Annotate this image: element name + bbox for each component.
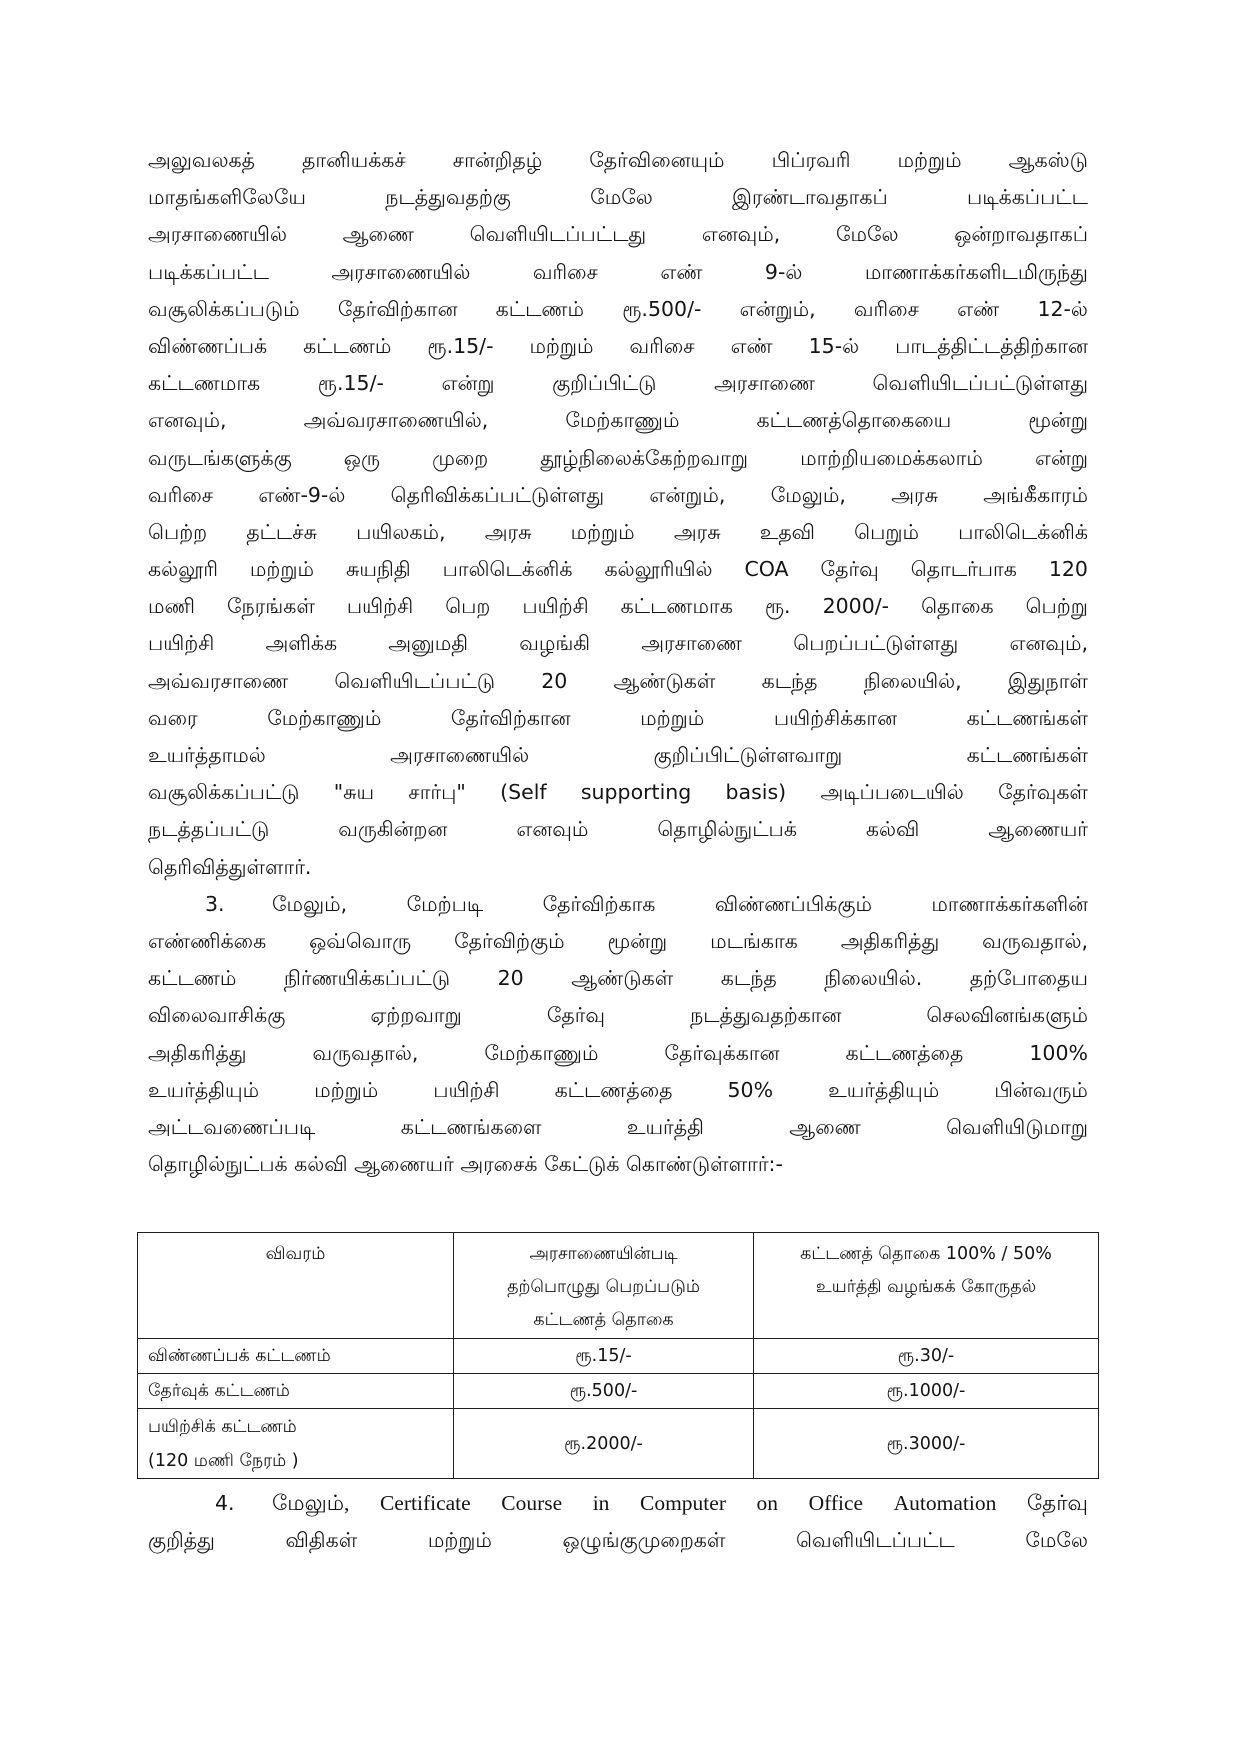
header-line: அரசாணையின்படி [529,1244,678,1264]
word: 9-ல் [764,259,803,284]
word: கல்வி [865,817,920,842]
word: 120 [1048,557,1088,582]
header-current-fee [454,1233,754,1339]
word: பாலிடெக்னிக் [958,519,1088,544]
word: பெறப்பட்டுள்ளது [793,631,959,656]
word: மேலே [1025,1528,1088,1553]
paragraph-4-number: 4. [215,1491,235,1515]
main-text-block [148,142,1088,1183]
word: வருகின்றன [338,817,448,842]
word: மற்றும் [640,705,705,730]
continued-paragraph-line [148,402,1088,439]
word: வசூலிக்கப்பட்டு [148,780,300,805]
word: இரண்டாவதாகப் [732,185,888,210]
fee-item-label: தேர்வுக் கட்டணம் [148,1381,290,1401]
word: தேர்வு [546,1003,606,1028]
word: ஒன்றாவதாகப் [954,222,1088,247]
word: இதுநாள் [1007,668,1088,693]
paragraph-3-number: 3. [205,891,225,916]
word: செலவினங்களும் [926,1003,1088,1028]
word: அரசாணையில் [148,222,287,247]
word: வருடங்களுக்கு [148,445,292,470]
paragraph-4-line [148,1522,1088,1559]
word: பயிலகம், [356,519,446,544]
word: மற்றும் [249,557,315,582]
word: அட்டவணைப்படி [148,1114,316,1139]
word: என்றும், [649,482,726,507]
word: கட்டணங்கள் [966,705,1088,730]
continued-paragraph-line [148,365,1088,402]
word: (Self [500,780,547,805]
word: அடிப்படையில் [820,780,964,805]
continued-paragraph-last-line: தெரிவித்துள்ளார். [148,854,312,879]
word: சார்பு" [408,780,466,805]
word: ஒழுங்குமுறைகள் [562,1528,726,1553]
paragraph-3-line [148,997,1088,1034]
word: வழங்கி [519,631,591,656]
word: வரிசை [853,296,919,321]
word: எனவும், [1009,631,1088,656]
word: on [756,1491,779,1515]
word: 2000/- [822,594,890,619]
word: மேற்காணும் [267,705,382,730]
word: தொகை [921,594,994,619]
word: வருவதால், [312,1040,419,1065]
word: மற்றும் [570,519,635,544]
word: மாதங்களிலேயே [148,185,306,210]
word: தட்டச்சு [246,519,317,544]
word: மணி [148,594,195,619]
word: தேர்வுகள் [998,780,1088,805]
word: மாணாக்கர்களிடமிருந்து [864,259,1088,284]
continued-paragraph-line [148,737,1088,774]
proposed-fee-value: ரூ.1000/- [886,1381,966,1401]
word: அனுமதி [388,631,469,656]
word: பின்வரும் [994,1077,1088,1102]
word: வெளியிடப்பட்டுள்ளது [872,371,1088,396]
word: ஆணை [342,222,415,247]
word: தேர்வு [1026,1491,1088,1515]
word: அரசாணை [641,631,743,656]
continued-paragraph-line [148,551,1088,588]
current-fee-cell [454,1374,754,1409]
word: பயிற்சிக்கான [773,705,897,730]
word: பாடத்திட்டத்திற்கான [895,333,1088,358]
word: நடத்துவதற்கு [385,185,511,210]
continued-paragraph-line [148,663,1088,700]
table-row [138,1339,1099,1374]
word: கட்டணங்கள் [966,743,1088,767]
paragraph-3-first-line [148,886,1088,923]
proposed-fee-cell [754,1409,1099,1479]
word: தேர்விற்கான [337,296,458,321]
header-line: கட்டணத் தொகை [533,1310,674,1330]
word: விண்ணப்பிக்கும் [714,891,872,916]
word: மேற்காணும் [565,408,680,433]
word: மற்றும் [427,1528,492,1553]
proposed-fee-cell [754,1339,1099,1374]
word: கட்டணம் [148,966,237,991]
word: தேர்வினையும் [589,148,725,172]
word: கல்லூரி [148,557,218,582]
word: அரசு [484,519,532,544]
header-line: விவரம் [265,1244,326,1264]
paragraph-4-line [272,1485,1088,1522]
word: குறித்து [148,1528,215,1553]
word: மாற்றியமைக்கலாம் [800,445,983,470]
word: எனவும், [148,408,227,433]
word: தேர்விற்கும் [454,928,565,953]
word: உயர்த்தாமல் [148,743,266,767]
word: மேலும், [272,1491,350,1515]
continued-paragraph-line [148,514,1088,551]
current-fee-value: ரூ.500/- [569,1381,638,1401]
word: நிலையில், [863,668,962,693]
word: உயர்த்தியும் [828,1077,940,1102]
word: முறை [432,445,489,470]
word: தேர்விற்கான [450,705,571,730]
fee-item-cell [138,1339,454,1374]
fee-item-note: (120 மணி நேரம் ) [148,1450,299,1471]
word: உதவி [759,519,815,544]
word: 15-ல் [808,333,860,358]
word: ஒவ்வொரு [309,928,412,953]
word: வெளியிடப்பட்டு [334,668,496,693]
word: கட்டணம் [303,333,392,358]
word: Office [808,1491,864,1515]
word: மற்றும் [314,1077,379,1102]
word: அரசாணையில் [331,259,471,284]
word: சுயநிதி [345,557,411,582]
word: Certificate [379,1491,471,1515]
word: Automation [893,1491,997,1515]
word: என்று [1034,445,1088,470]
word: அரசாணை [713,371,815,396]
fee-item-cell [138,1409,454,1479]
continued-paragraph-line [148,216,1088,253]
current-fee-value: ரூ.15/- [575,1346,632,1366]
header-description [138,1233,454,1339]
word: மாணாக்கர்களின் [931,891,1088,916]
word: மூன்று [1028,408,1088,433]
fee-item-cell [138,1374,454,1409]
word: பயிற்சி [346,594,414,619]
word: வரிசை [148,482,214,507]
continued-paragraph-line [148,328,1088,365]
table-row [138,1374,1099,1409]
fee-item-label: பயிற்சிக் கட்டணம் [148,1416,297,1437]
word: சான்றிதழ் [452,148,543,172]
continued-paragraph-line [148,700,1088,737]
word: அவ்வரசாணை [148,668,289,693]
word: பயிற்சி [433,1077,500,1102]
continued-paragraph-line [148,440,1088,477]
word: எனவும், [701,222,781,247]
word: குறிப்பிட்டுள்ளவாறு [653,743,843,767]
word: மேலும், [770,482,846,507]
word: கட்டணமாக [148,371,261,396]
paragraph-3-line [148,1035,1088,1072]
word: 12-ல் [1037,296,1088,321]
word: விலைவாசிக்கு [148,1003,286,1028]
current-fee-cell [454,1409,754,1479]
word: ஆகஸ்டு [1008,148,1088,172]
word: மற்றும் [529,333,594,358]
word: பாலிடெக்னிக் [442,557,573,582]
word: கட்டணத்தொகையை [756,408,952,433]
word: ஆண்டுகள் [613,668,716,693]
fee-table [137,1232,1099,1479]
word: அரசு [891,482,938,507]
table-row [138,1409,1099,1479]
word: வசூலிக்கப்படும் [148,296,300,321]
paragraph-4-first-line [148,1485,1088,1522]
word: உயர்த்தி [626,1114,704,1139]
header-line: கட்டணத் தொகை 100% / 50% [800,1244,1052,1264]
word: ரூ. [764,594,791,619]
word: மேலும், [272,891,348,916]
word: பயிற்சி [148,631,215,656]
word: நடத்துவதற்கான [690,1003,842,1028]
paragraph-3-line [148,1109,1088,1146]
word: மேற்படி [406,891,484,916]
word: அரசு [673,519,721,544]
fee-item-label: விண்ணப்பக் கட்டணம் [148,1346,331,1366]
word: கட்டணத்தை [554,1077,673,1102]
word: தெரிவிக்கப்பட்டுள்ளது [390,482,605,507]
word: நிலையில். [824,966,923,991]
word: மற்றும் [897,148,962,172]
word: in [592,1491,610,1515]
word: "சுய [333,780,375,805]
word: நிர்ணயிக்கப்பட்டு [283,966,451,991]
word: தானியக்கச் [302,148,406,172]
word: 50% [727,1077,774,1102]
word: பெற்ற [148,519,208,544]
word: ஆண்டுகள் [571,966,674,991]
paragraph-3-last-line: தொழில்நுட்பக் கல்வி ஆணையர் அரசைக் கேட்டுக் கொண்டுள்ளார்:- [148,1152,783,1177]
paragraph-3-line [148,960,1088,997]
current-fee-cell [454,1339,754,1374]
word: கல்லூரியில் [604,557,713,582]
continued-paragraph-line [148,142,1088,179]
continued-paragraph-line [148,625,1088,662]
word: கடந்த [761,668,818,693]
proposed-fee-cell [754,1374,1099,1409]
word: பயிற்சி [522,594,589,619]
word: மேலே [590,185,653,210]
word: பெறும் [854,519,919,544]
continued-paragraph-line [148,774,1088,811]
header-proposed-fee [754,1233,1099,1339]
word: படிக்கப்பட்ட [148,259,269,284]
word: மேலே [835,222,899,247]
paragraph-3-line [148,923,1088,960]
word: ரூ.500/- [622,296,702,321]
word: தேர்விற்காக [542,891,656,916]
paragraph-3-line [272,886,1088,923]
word: எண்ணிக்கை [148,928,267,953]
word: படிக்கப்பட்ட [967,185,1088,210]
continued-paragraph-line [148,291,1088,328]
word: எண் [660,259,703,284]
word: வெளியிடப்பட்டது [469,222,647,247]
word: வெளியிடுமாறு [946,1114,1088,1139]
proposed-fee-value: ரூ.3000/- [886,1433,966,1454]
word: என்று [441,371,495,396]
proposed-fee-value: ரூ.30/- [897,1346,955,1366]
fee-table-header-row [138,1233,1099,1339]
word: வரை [148,705,198,730]
word: வரிசை [629,333,695,358]
word: அவ்வரசாணையில், [303,408,489,433]
word: எனவும் [516,817,589,842]
word: என்றும், [739,296,816,321]
paragraph-3-line [148,1072,1088,1109]
word: அளிக்க [265,631,338,656]
continued-paragraph-line [148,588,1088,625]
word: பிப்ரவரி [771,148,851,172]
word: ஏற்றவாறு [370,1003,462,1028]
word: அதிகரித்து [840,928,940,953]
word: Course [501,1491,563,1515]
continued-paragraph-line [148,811,1088,848]
word: விதிகள் [285,1528,358,1553]
continued-paragraph-line [148,254,1088,291]
word: பெற்று [1025,594,1088,619]
word: நடத்தப்பட்டு [148,817,270,842]
word: நேரங்கள் [227,594,315,619]
word: COA [744,557,789,582]
word: தொழில்நுட்பக் [657,817,797,842]
word: கட்டணத்தை [845,1040,964,1065]
word: மூன்று [607,928,668,953]
word: கட்டணங்களை [400,1114,542,1139]
word: வருவதால், [982,928,1088,953]
word: அலுவலகத் [148,148,256,172]
word: தூழ்நிலைக்கேற்றவாறு [540,445,749,470]
word: கட்டணம் [495,296,584,321]
word: பெற [445,594,491,619]
word: ரூ.15/- [427,333,494,358]
word: supporting [580,780,692,805]
word: Computer [639,1491,726,1515]
word: ரூ.15/- [317,371,384,396]
word: தேர்வுக்கான [664,1040,780,1065]
word: தொடர்பாக [910,557,1017,582]
word: உயர்த்தியும் [148,1077,260,1102]
word: மடங்காக [710,928,798,953]
word: ஒரு [343,445,380,470]
word: basis) [725,780,787,805]
current-fee-value: ரூ.2000/- [564,1433,643,1454]
word: எண் [957,296,1000,321]
continued-paragraph-line [148,179,1088,216]
word: தேர்வு [820,557,879,582]
paragraph-4-block [148,1485,1088,1559]
word: 20 [541,668,568,693]
word: மேற்காணும் [484,1040,599,1065]
word: தற்போதைய [969,966,1088,991]
header-line: தற்பொழுது பெறப்படும் [507,1277,700,1297]
word: அங்கீகாரம் [983,482,1088,507]
header-line: உயர்த்தி வழங்கக் கோருதல் [815,1277,1037,1297]
word: 100% [1029,1040,1088,1065]
word: கடந்த [720,966,777,991]
word: ஆணையர் [988,817,1088,842]
word: அதிகரித்து [148,1040,247,1065]
word: கட்டணமாக [620,594,733,619]
word: அரசாணையில் [390,743,530,767]
continued-paragraph-line [148,477,1088,514]
word: வரிசை [532,259,598,284]
word: வெளியிடப்பட்ட [796,1528,955,1553]
word: 20 [497,966,524,991]
word: குறிப்பிட்டு [552,371,657,396]
word: விண்ணப்பக் [148,333,268,358]
word: ஆணை [789,1114,861,1139]
word: எண்-9-ல் [258,482,346,507]
word: எண் [730,333,773,358]
